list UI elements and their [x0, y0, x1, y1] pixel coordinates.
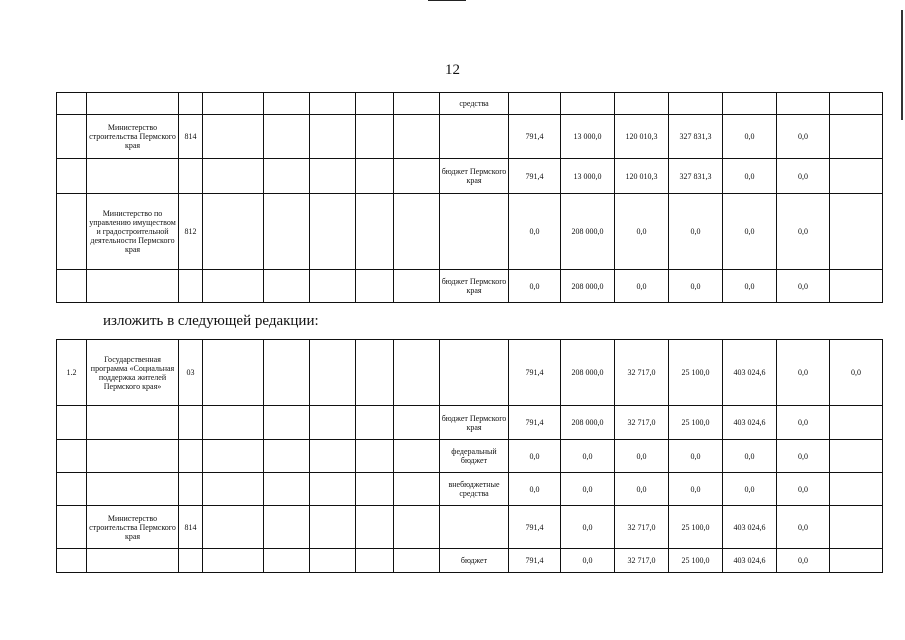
empty-cell [310, 194, 356, 270]
code-cell: 03 [179, 340, 203, 406]
row-number-cell [57, 93, 87, 115]
value-cell: 32 717,0 [615, 549, 669, 573]
value-cell: 0,0 [669, 194, 723, 270]
value-cell: 25 100,0 [669, 506, 723, 549]
executor-name-cell [87, 440, 179, 473]
table-row [57, 506, 883, 549]
empty-cell [264, 194, 310, 270]
empty-cell [203, 194, 264, 270]
value-cell: 0,0 [777, 159, 830, 194]
value-cell: 13 000,0 [561, 115, 615, 159]
row-number-cell: 1.2 [57, 340, 87, 406]
value-cell: 791,4 [509, 506, 561, 549]
value-cell: 208 000,0 [561, 406, 615, 440]
empty-cell [394, 340, 440, 406]
code-cell [179, 270, 203, 303]
value-cell: 0,0 [777, 406, 830, 440]
empty-cell [264, 506, 310, 549]
value-cell: 32 717,0 [615, 340, 669, 406]
empty-cell [356, 115, 394, 159]
empty-cell [356, 93, 394, 115]
row-number-cell [57, 473, 87, 506]
value-cell: 32 717,0 [615, 406, 669, 440]
value-cell: 0,0 [669, 270, 723, 303]
row-number-cell [57, 270, 87, 303]
table-row [57, 159, 883, 194]
value-cell [561, 93, 615, 115]
value-cell [777, 93, 830, 115]
empty-cell [394, 194, 440, 270]
empty-cell [310, 115, 356, 159]
empty-cell [264, 549, 310, 573]
funding-source-cell: бюджет Пермского края [440, 406, 509, 440]
value-cell [669, 93, 723, 115]
top-rule [428, 0, 466, 1]
code-cell [179, 440, 203, 473]
value-cell: 0,0 [723, 440, 777, 473]
value-cell: 0,0 [777, 270, 830, 303]
funding-source-cell: внебюджетные средства [440, 473, 509, 506]
empty-cell [394, 93, 440, 115]
empty-cell [356, 270, 394, 303]
empty-cell [310, 473, 356, 506]
empty-cell [203, 270, 264, 303]
empty-cell [264, 270, 310, 303]
budget-table-new [56, 339, 883, 573]
value-cell [830, 406, 883, 440]
empty-cell [356, 340, 394, 406]
value-cell: 25 100,0 [669, 549, 723, 573]
empty-cell [356, 506, 394, 549]
empty-cell [264, 340, 310, 406]
empty-cell [394, 440, 440, 473]
empty-cell [356, 473, 394, 506]
empty-cell [356, 440, 394, 473]
value-cell: 0,0 [561, 440, 615, 473]
empty-cell [310, 549, 356, 573]
table-row [57, 473, 883, 506]
value-cell: 327 831,3 [669, 159, 723, 194]
empty-cell [203, 506, 264, 549]
empty-cell [264, 159, 310, 194]
empty-cell [203, 406, 264, 440]
empty-cell [310, 93, 356, 115]
empty-cell [203, 93, 264, 115]
value-cell: 25 100,0 [669, 406, 723, 440]
code-cell [179, 549, 203, 573]
funding-source-cell: бюджет Пермского края [440, 159, 509, 194]
executor-name-cell: Государственная программа «Социальная поддержка жителей Пермского края» [87, 340, 179, 406]
table-row [57, 549, 883, 573]
value-cell: 0,0 [830, 340, 883, 406]
empty-cell [264, 406, 310, 440]
value-cell: 0,0 [615, 194, 669, 270]
value-cell: 403 024,6 [723, 406, 777, 440]
value-cell [723, 93, 777, 115]
empty-cell [394, 115, 440, 159]
value-cell: 791,4 [509, 340, 561, 406]
executor-name-cell [87, 93, 179, 115]
empty-cell [394, 406, 440, 440]
empty-cell [264, 115, 310, 159]
value-cell: 403 024,6 [723, 506, 777, 549]
empty-cell [394, 506, 440, 549]
empty-cell [310, 406, 356, 440]
funding-source-cell: бюджет [440, 549, 509, 573]
value-cell: 208 000,0 [561, 340, 615, 406]
table-row [57, 270, 883, 303]
value-cell [615, 93, 669, 115]
value-cell: 0,0 [723, 159, 777, 194]
value-cell: 0,0 [669, 473, 723, 506]
code-cell: 814 [179, 506, 203, 549]
value-cell [830, 270, 883, 303]
value-cell [830, 93, 883, 115]
funding-source-cell [440, 115, 509, 159]
funding-source-cell [440, 506, 509, 549]
empty-cell [310, 340, 356, 406]
value-cell: 120 010,3 [615, 159, 669, 194]
value-cell: 403 024,6 [723, 549, 777, 573]
table-row [57, 115, 883, 159]
empty-cell [264, 93, 310, 115]
value-cell: 208 000,0 [561, 194, 615, 270]
value-cell: 0,0 [615, 473, 669, 506]
row-number-cell [57, 194, 87, 270]
value-cell: 0,0 [777, 340, 830, 406]
value-cell: 0,0 [723, 473, 777, 506]
empty-cell [394, 473, 440, 506]
executor-name-cell [87, 473, 179, 506]
value-cell: 0,0 [561, 506, 615, 549]
table-row [57, 93, 883, 115]
row-number-cell [57, 549, 87, 573]
value-cell: 208 000,0 [561, 270, 615, 303]
code-cell: 814 [179, 115, 203, 159]
value-cell: 0,0 [561, 473, 615, 506]
value-cell: 0,0 [509, 473, 561, 506]
value-cell: 120 010,3 [615, 115, 669, 159]
value-cell: 0,0 [723, 194, 777, 270]
empty-cell [203, 440, 264, 473]
funding-source-cell: средства [440, 93, 509, 115]
empty-cell [310, 440, 356, 473]
value-cell [830, 159, 883, 194]
empty-cell [356, 159, 394, 194]
table-row [57, 194, 883, 270]
value-cell: 25 100,0 [669, 340, 723, 406]
empty-cell [264, 440, 310, 473]
empty-cell [394, 270, 440, 303]
empty-cell [203, 549, 264, 573]
budget-table-old [56, 92, 883, 303]
value-cell: 0,0 [669, 440, 723, 473]
value-cell [830, 115, 883, 159]
funding-source-cell: бюджет Пермского края [440, 270, 509, 303]
empty-cell [310, 159, 356, 194]
empty-cell [310, 270, 356, 303]
value-cell: 791,4 [509, 406, 561, 440]
executor-name-cell [87, 159, 179, 194]
table-row [57, 406, 883, 440]
row-number-cell [57, 506, 87, 549]
funding-source-cell: федеральный бюджет [440, 440, 509, 473]
empty-cell [310, 506, 356, 549]
value-cell: 403 024,6 [723, 340, 777, 406]
empty-cell [203, 115, 264, 159]
value-cell: 791,4 [509, 549, 561, 573]
empty-cell [203, 473, 264, 506]
row-number-cell [57, 115, 87, 159]
value-cell: 791,4 [509, 115, 561, 159]
empty-cell [264, 473, 310, 506]
value-cell [830, 440, 883, 473]
value-cell: 0,0 [777, 549, 830, 573]
empty-cell [394, 549, 440, 573]
value-cell: 0,0 [509, 270, 561, 303]
executor-name-cell: Министерство строительства Пермского края [87, 506, 179, 549]
table-row [57, 340, 883, 406]
empty-cell [203, 340, 264, 406]
funding-source-cell [440, 194, 509, 270]
value-cell: 0,0 [509, 194, 561, 270]
empty-cell [356, 549, 394, 573]
empty-cell [356, 194, 394, 270]
page-number: 12 [445, 62, 460, 78]
empty-cell [356, 406, 394, 440]
executor-name-cell: Министерство по управлению имуществом и градостроительной деятельности Пермского края [87, 194, 179, 270]
value-cell: 0,0 [777, 440, 830, 473]
row-number-cell [57, 440, 87, 473]
value-cell: 327 831,3 [669, 115, 723, 159]
value-cell: 0,0 [615, 270, 669, 303]
value-cell: 13 000,0 [561, 159, 615, 194]
empty-cell [203, 159, 264, 194]
code-cell [179, 93, 203, 115]
value-cell: 0,0 [777, 115, 830, 159]
value-cell: 0,0 [723, 270, 777, 303]
value-cell [830, 194, 883, 270]
value-cell [830, 506, 883, 549]
value-cell: 0,0 [509, 440, 561, 473]
section-heading: изложить в следующей редакции: [103, 313, 319, 329]
value-cell: 0,0 [777, 473, 830, 506]
executor-name-cell [87, 406, 179, 440]
row-number-cell [57, 159, 87, 194]
code-cell [179, 159, 203, 194]
empty-cell [394, 159, 440, 194]
code-cell [179, 406, 203, 440]
value-cell: 0,0 [777, 194, 830, 270]
executor-name-cell: Министерство строительства Пермского края [87, 115, 179, 159]
value-cell: 0,0 [561, 549, 615, 573]
value-cell [830, 473, 883, 506]
value-cell: 32 717,0 [615, 506, 669, 549]
value-cell [509, 93, 561, 115]
value-cell: 0,0 [615, 440, 669, 473]
row-number-cell [57, 406, 87, 440]
value-cell: 791,4 [509, 159, 561, 194]
table-row [57, 440, 883, 473]
executor-name-cell [87, 549, 179, 573]
value-cell [830, 549, 883, 573]
value-cell: 0,0 [777, 506, 830, 549]
code-cell [179, 473, 203, 506]
value-cell: 0,0 [723, 115, 777, 159]
executor-name-cell [87, 270, 179, 303]
funding-source-cell [440, 340, 509, 406]
code-cell: 812 [179, 194, 203, 270]
